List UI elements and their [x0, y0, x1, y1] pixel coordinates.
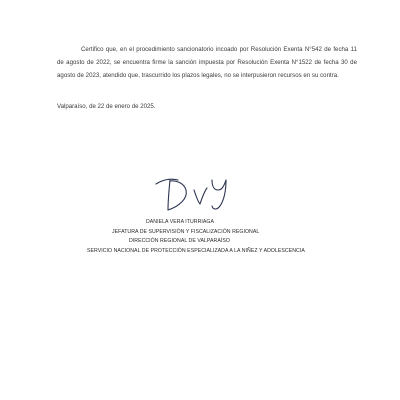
signatory-name: DANIELA VERA ITURRIAGA [146, 219, 214, 225]
date-line: Valparaíso, de 22 de enero de 2025. [57, 103, 156, 110]
certification-paragraph: Certifico que, en el procedimiento sancionatorio incoado por Resolución Exenta N°542 de fecha 11 de agosto de 2022, se encuentra firme la sanción impuesta por Resolución Exenta N°1522 de fecha 30 de agosto de 2023, atendido que, trascurrido los plazos legales, no se interpusieron recursos en su contra. [57, 46, 357, 79]
handwritten-signature [150, 166, 245, 218]
signatory-service: SERVICIO NACIONAL DE PROTECCIÓN ESPECIALIZADA A LA NIÑEZ Y ADOLESCENCIA [87, 248, 305, 255]
signatory-department: DIRECCIÓN REGIONAL DE VALPARAÍSO [129, 238, 230, 245]
signatory-role: JEFATURA DE SUPERVISIÓN Y FISCALIZACIÓN REGIONAL [112, 228, 260, 235]
